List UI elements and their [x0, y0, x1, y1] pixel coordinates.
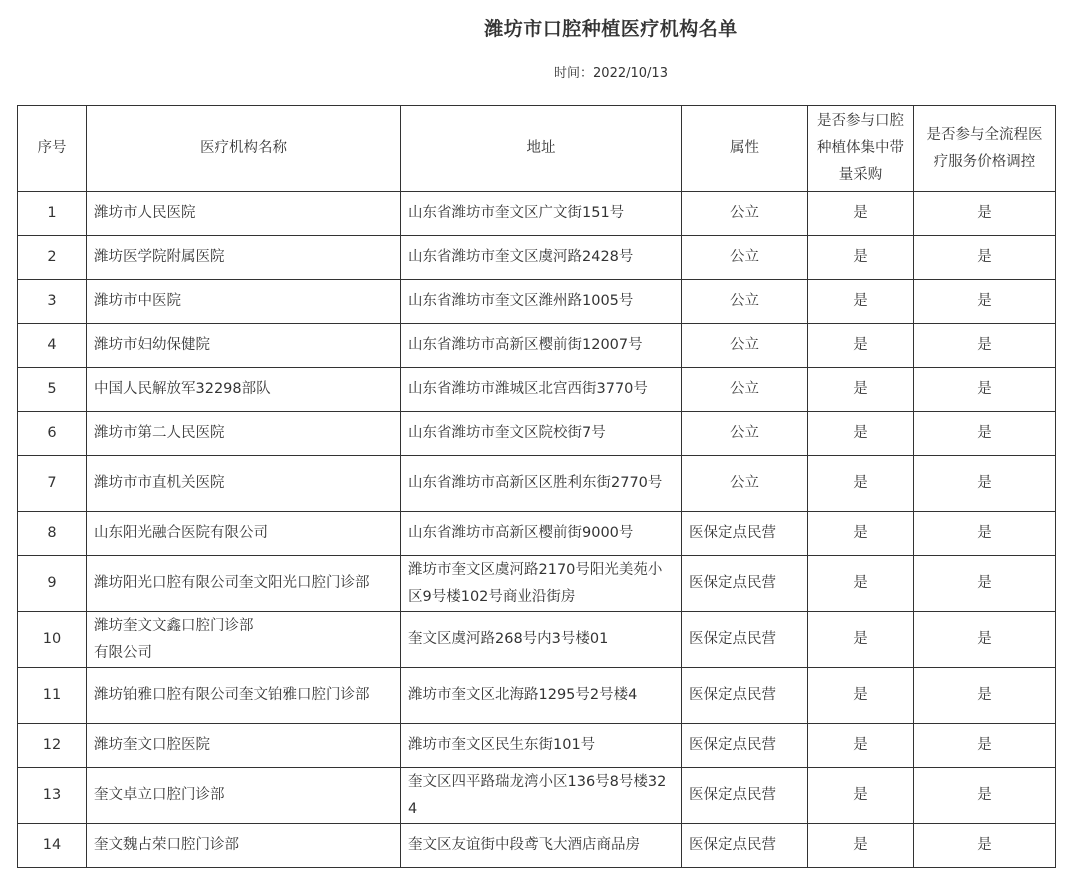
cell-procurement: 是 [808, 556, 914, 612]
table-row [18, 236, 1056, 280]
date-value: 2022/10/13 [593, 66, 668, 81]
cell-procurement: 是 [808, 456, 914, 512]
cell-price-control: 是 [914, 612, 1056, 668]
cell-address: 潍坊市奎文区民生东街101号 [401, 724, 682, 768]
table-row [18, 324, 1056, 368]
cell-procurement: 是 [808, 668, 914, 724]
cell-procurement: 是 [808, 192, 914, 236]
cell-type: 公立 [682, 368, 808, 412]
cell-price-control: 是 [914, 668, 1056, 724]
cell-address: 奎文区四平路瑞龙湾小区136号8号楼324 [401, 768, 682, 824]
cell-type: 医保定点民营 [682, 768, 808, 824]
cell-name: 潍坊奎文口腔医院 [87, 724, 401, 768]
cell-address: 山东省潍坊市奎文区虞河路2428号 [401, 236, 682, 280]
cell-price-control: 是 [914, 456, 1056, 512]
cell-type: 医保定点民营 [682, 824, 808, 868]
cell-name: 潍坊市中医院 [87, 280, 401, 324]
cell-procurement: 是 [808, 324, 914, 368]
cell-address: 奎文区友谊街中段鸢飞大酒店商品房 [401, 824, 682, 868]
cell-index: 4 [18, 324, 87, 368]
header-type: 属性 [682, 106, 808, 192]
table-row [18, 768, 1056, 824]
cell-type: 公立 [682, 192, 808, 236]
cell-name [87, 612, 401, 668]
cell-price-control: 是 [914, 768, 1056, 824]
date-label: 时间： [554, 66, 594, 81]
cell-type: 医保定点民营 [682, 668, 808, 724]
cell-name: 潍坊市市直机关医院 [87, 456, 401, 512]
cell-index: 10 [18, 612, 87, 668]
cell-price-control: 是 [914, 368, 1056, 412]
table-row [18, 192, 1056, 236]
cell-address: 奎文区虞河路268号内3号楼01 [401, 612, 682, 668]
table-row [18, 668, 1056, 724]
cell-price-control: 是 [914, 280, 1056, 324]
cell-index: 8 [18, 512, 87, 556]
cell-address: 山东省潍坊市高新区樱前街12007号 [401, 324, 682, 368]
page-title: 潍坊市口腔种植医疗机构名单 [484, 18, 738, 40]
header-index: 序号 [18, 106, 87, 192]
cell-procurement: 是 [808, 412, 914, 456]
cell-name: 潍坊阳光口腔有限公司奎文阳光口腔门诊部 [87, 556, 401, 612]
cell-address: 山东省潍坊市奎文区广文街151号 [401, 192, 682, 236]
publish-date [0, 62, 1072, 81]
cell-type: 医保定点民营 [682, 612, 808, 668]
cell-price-control: 是 [914, 556, 1056, 612]
cell-procurement: 是 [808, 724, 914, 768]
cell-type: 医保定点民营 [682, 724, 808, 768]
cell-address: 山东省潍坊市奎文区潍州路1005号 [401, 280, 682, 324]
cell-index: 11 [18, 668, 87, 724]
cell-procurement: 是 [808, 512, 914, 556]
cell-name: 奎文魏占荣口腔门诊部 [87, 824, 401, 868]
table-header-row [18, 106, 1056, 192]
cell-address: 山东省潍坊市奎文区院校街7号 [401, 412, 682, 456]
cell-type: 公立 [682, 236, 808, 280]
cell-procurement: 是 [808, 612, 914, 668]
cell-procurement: 是 [808, 824, 914, 868]
cell-procurement: 是 [808, 236, 914, 280]
table-row [18, 512, 1056, 556]
header-address: 地址 [401, 106, 682, 192]
cell-name: 潍坊铂雅口腔有限公司奎文铂雅口腔门诊部 [87, 668, 401, 724]
header-price-control: 是否参与全流程医疗服务价格调控 [914, 106, 1056, 192]
cell-address: 山东省潍坊市潍城区北宫西街3770号 [401, 368, 682, 412]
cell-index: 3 [18, 280, 87, 324]
cell-type: 医保定点民营 [682, 556, 808, 612]
cell-price-control: 是 [914, 236, 1056, 280]
table-row [18, 280, 1056, 324]
cell-name: 潍坊市妇幼保健院 [87, 324, 401, 368]
cell-index: 14 [18, 824, 87, 868]
cell-index: 6 [18, 412, 87, 456]
cell-price-control: 是 [914, 824, 1056, 868]
cell-price-control: 是 [914, 192, 1056, 236]
cell-price-control: 是 [914, 324, 1056, 368]
cell-price-control: 是 [914, 724, 1056, 768]
cell-address: 潍坊市奎文区虞河路2170号阳光美苑小区9号楼102号商业沿街房 [401, 556, 682, 612]
cell-name-line: 有限公司 [94, 644, 152, 661]
cell-index: 12 [18, 724, 87, 768]
cell-name: 潍坊市人民医院 [87, 192, 401, 236]
institution-table [17, 105, 1056, 868]
table-row [18, 368, 1056, 412]
cell-type: 医保定点民营 [682, 512, 808, 556]
cell-index: 2 [18, 236, 87, 280]
cell-name: 潍坊医学院附属医院 [87, 236, 401, 280]
cell-name-line: 潍坊奎文文鑫口腔门诊部 [94, 617, 254, 634]
cell-name: 奎文卓立口腔门诊部 [87, 768, 401, 824]
cell-name: 中国人民解放军32298部队 [87, 368, 401, 412]
cell-address: 山东省潍坊市高新区区胜利东街2770号 [401, 456, 682, 512]
cell-index: 7 [18, 456, 87, 512]
table-row [18, 412, 1056, 456]
table-row [18, 556, 1056, 612]
cell-name: 潍坊市第二人民医院 [87, 412, 401, 456]
cell-type: 公立 [682, 324, 808, 368]
cell-procurement: 是 [808, 768, 914, 824]
cell-type: 公立 [682, 412, 808, 456]
cell-price-control: 是 [914, 512, 1056, 556]
cell-index: 5 [18, 368, 87, 412]
cell-address: 潍坊市奎文区北海路1295号2号楼4 [401, 668, 682, 724]
header-name: 医疗机构名称 [87, 106, 401, 192]
cell-procurement: 是 [808, 280, 914, 324]
header-procurement: 是否参与口腔种植体集中带量采购 [808, 106, 914, 192]
table-row [18, 724, 1056, 768]
cell-index: 1 [18, 192, 87, 236]
cell-type: 公立 [682, 456, 808, 512]
table-row [18, 824, 1056, 868]
cell-address: 山东省潍坊市高新区樱前街9000号 [401, 512, 682, 556]
cell-type: 公立 [682, 280, 808, 324]
cell-name: 山东阳光融合医院有限公司 [87, 512, 401, 556]
table-row [18, 612, 1056, 668]
cell-index: 13 [18, 768, 87, 824]
cell-price-control: 是 [914, 412, 1056, 456]
cell-procurement: 是 [808, 368, 914, 412]
cell-index: 9 [18, 556, 87, 612]
table-row [18, 456, 1056, 512]
